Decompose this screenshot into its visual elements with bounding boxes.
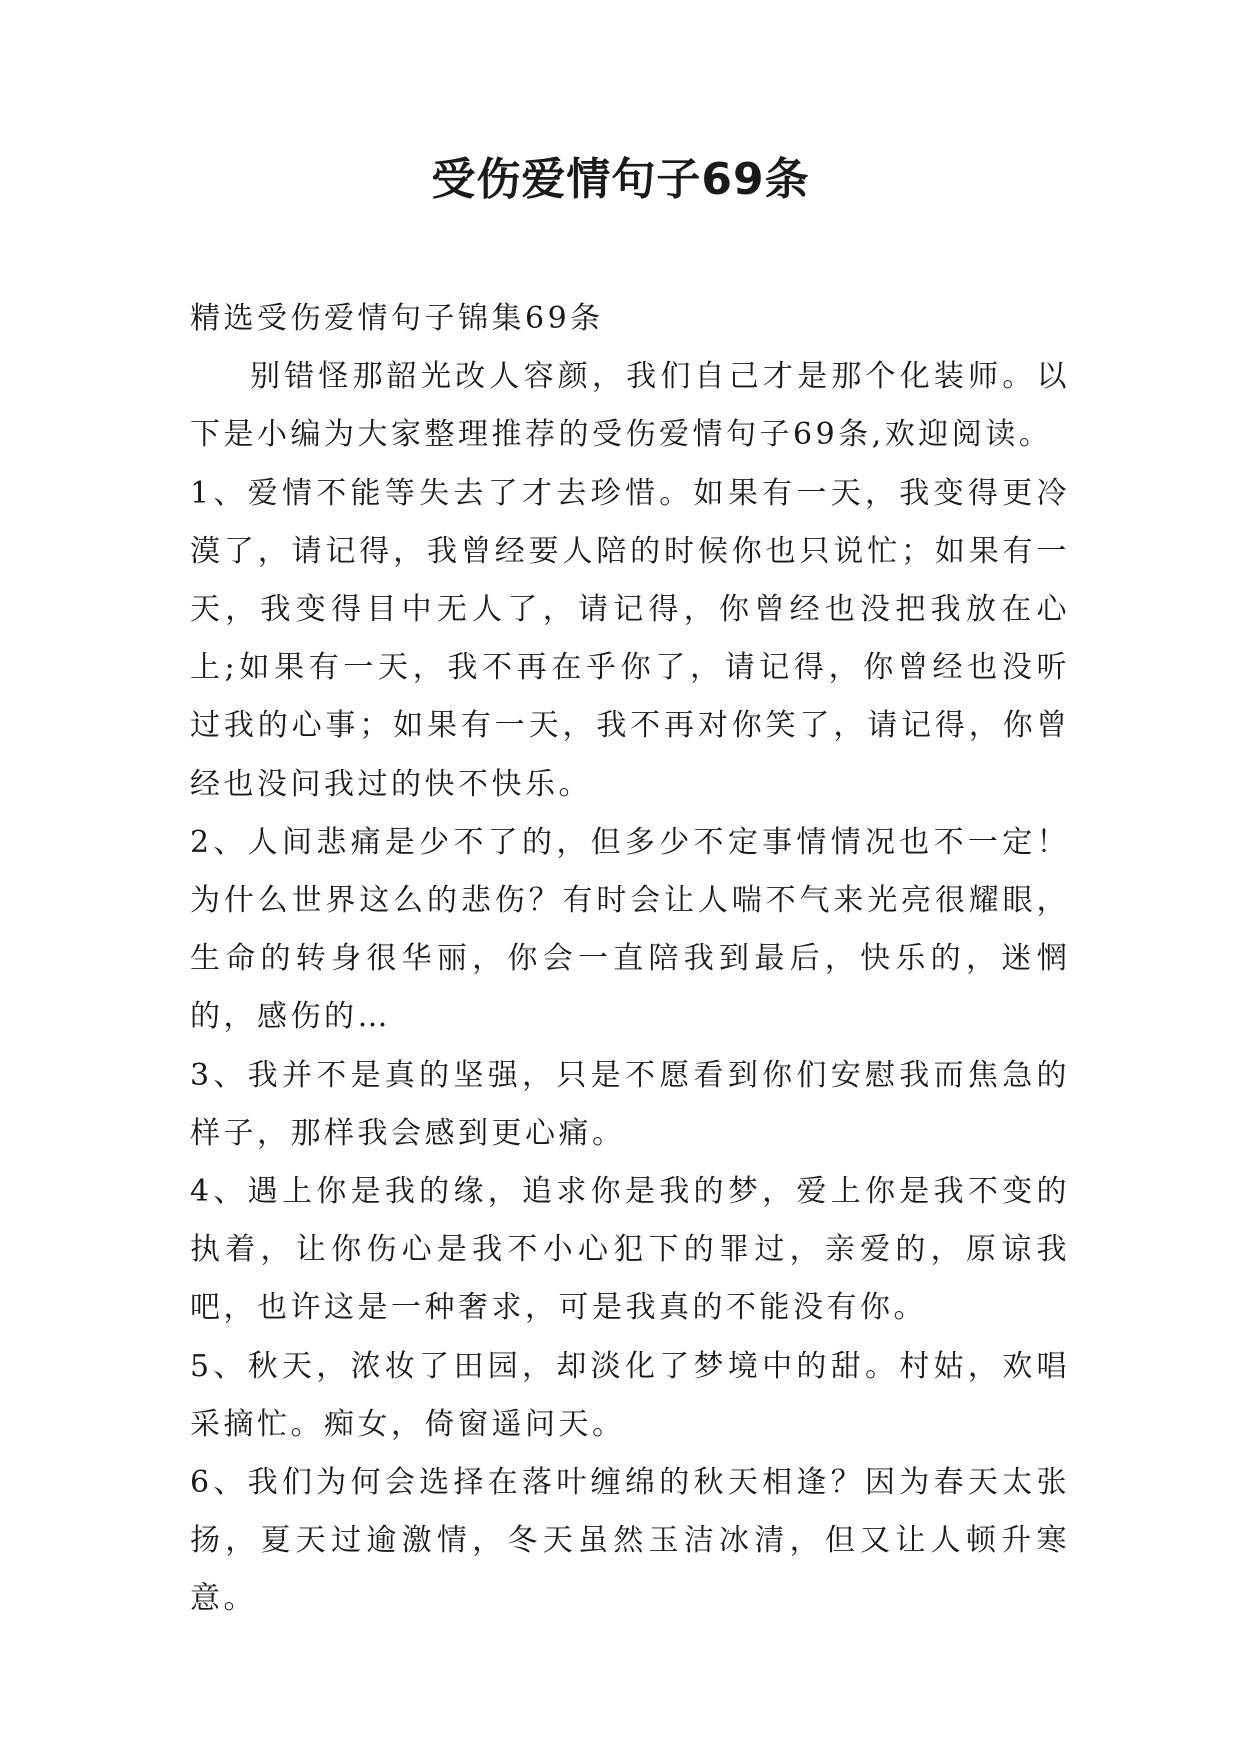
- quote-paragraph-2: 2、人间悲痛是少不了的，但多少不定事情情况也不一定！为什么世界这么的悲伤？有时会让人喘不气来光亮很耀眼，生命的转身很华丽，你会一直陪我到最后，快乐的，迷惘的，感伤的…: [190, 824, 1070, 1035]
- document-title: 受伤爱情句子69条: [431, 154, 810, 205]
- document-subtitle: 精选受伤爱情句子锦集69条: [190, 301, 604, 336]
- quote-paragraph-6: 6、我们为何会选择在落叶缠绵的秋天相逢？因为春天太张扬，夏天过逾激情，冬天虽然玉洁冰清，但又让人顿升寒意。: [190, 1465, 1070, 1617]
- intro-paragraph: 别错怪那韶光改人容颜，我们自己才是那个化装师。以下是小编为大家整理推荐的受伤爱情句子69条,欢迎阅读。: [190, 359, 1070, 453]
- document-body: [190, 290, 1070, 1629]
- quote-paragraph-3: 3、我并不是真的坚强，只是不愿看到你们安慰我而焦急的样子，那样我会感到更心痛。: [190, 1057, 1070, 1151]
- quote-paragraph-5: 5、秋天，浓妆了田园，却淡化了梦境中的甜。村姑，欢唱采摘忙。痴女，倚窗遥问天。: [190, 1348, 1070, 1442]
- quote-paragraph-1: 1、爱情不能等失去了才去珍惜。如果有一天，我变得更冷漠了，请记得，我曾经要人陪的时候你也只说忙；如果有一天，我变得目中无人了，请记得，你曾经也没把我放在心上;如果有一天，我不再在乎你了，请记得，你曾经也没听过我的心事；如果有一天，我不再对你笑了，请记得，你曾经也没问我过的快不快乐。: [190, 475, 1070, 802]
- quote-paragraph-4: 4、遇上你是我的缘，追求你是我的梦，爱上你是我不变的执着，让你伤心是我不小心犯下的罪过，亲爱的，原谅我吧，也许这是一种奢求，可是我真的不能没有你。: [190, 1174, 1070, 1326]
